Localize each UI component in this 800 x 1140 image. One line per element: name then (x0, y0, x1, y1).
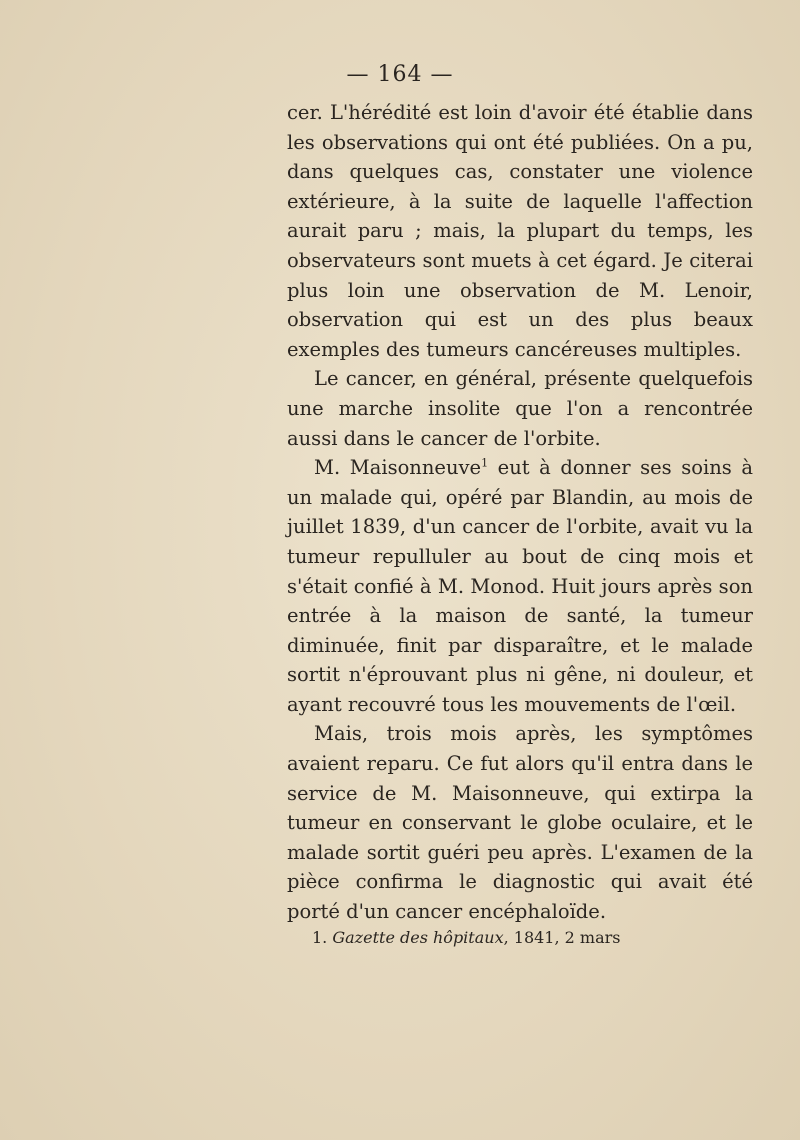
footnote-details: , 1841, 2 mars (503, 928, 621, 947)
footnote-number: 1. (312, 928, 328, 947)
paragraph-3-start: M. Maisonneuve (314, 456, 482, 480)
paragraph-3-rest: eut à donner ses soins à un malade qui, opéré par Blandin, au mois de juillet 1839, d'un cancer de l'orbite, avait vu la tumeur repulluler au bout de cinq mois et s'était confié à M. Monod. Huit jours après son entrée à la maison de santé, la tumeur diminuée, finit par disparaître, et le malade sortit n'éprouvant plus ni gêne, ni douleur, et ayant recouvré tous les mouvements de l'œil. (287, 456, 754, 716)
page-number: — 164 — (346, 62, 454, 87)
paragraph-1: cer. L'hérédité est loin d'avoir été établie dans les observations qui ont été publiées. On a pu, dans quelques cas, constater une violence extérieure, à la suite de laquelle l'affection aurait paru ; mais, la plupart du temps, les observateurs sont muets à cet égard. Je citerai plus loin une observation de M. Lenoir, observation qui est un des plus beaux exemples des tumeurs cancéreuses multiples. (287, 101, 753, 361)
paragraph-3 (287, 453, 753, 719)
footnote-reference: 1 (481, 456, 489, 470)
footnote (312, 926, 752, 950)
body-text (287, 98, 753, 927)
footnote-title: Gazette des hôpitaux (332, 928, 504, 947)
paragraph-2: Le cancer, en général, présente quelquefois une marche insolite que l'on a rencontrée aussi dans le cancer de l'orbite. (287, 367, 753, 450)
paragraph-4: Mais, trois mois après, les symptômes avaient reparu. Ce fut alors qu'il entra dans le service de M. Maisonneuve, qui extirpa la tumeur en conservant le globe oculaire, et le malade sortit guéri peu après. L'examen de la pièce confirma le diagnostic qui avait été porté d'un cancer encéphaloïde. (287, 722, 753, 924)
